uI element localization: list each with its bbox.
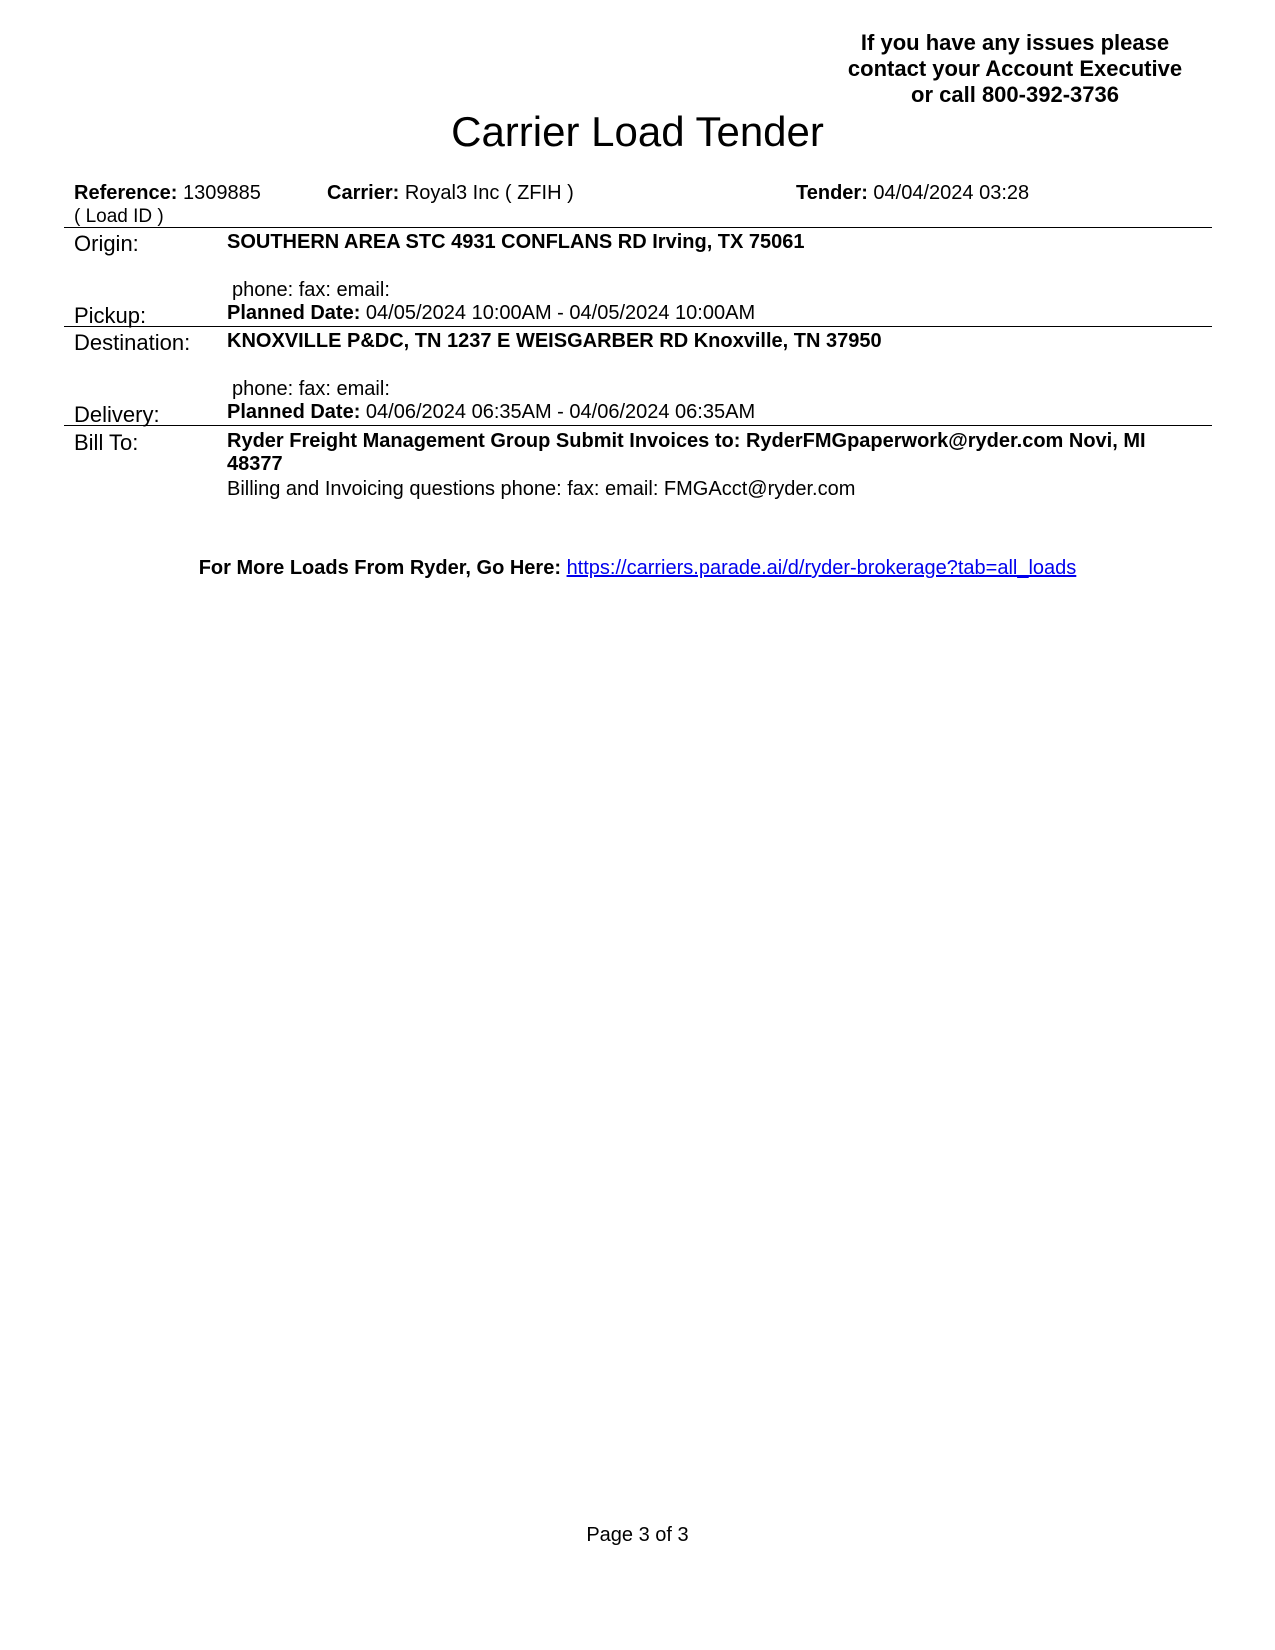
contact-notice — [820, 30, 1210, 108]
more-loads-label: For More Loads From Ryder, Go Here: — [198, 557, 561, 579]
carrier-field — [327, 182, 574, 205]
contact-line-3: or call 800-392-3736 — [911, 82, 1119, 107]
delivery-label: Delivery: — [74, 402, 160, 427]
divider-header — [64, 227, 1212, 228]
origin-address: SOUTHERN AREA STC 4931 CONFLANS RD Irving, TX 75061 — [227, 231, 805, 253]
tender-label: Tender: — [796, 182, 868, 204]
origin-label: Origin: — [74, 231, 139, 256]
load-id-note: ( Load ID ) — [74, 206, 164, 227]
bill-to-name: Ryder Freight Management Group Submit Invoices to: RyderFMGpaperwork@ryder.com Novi, MI 48377 — [227, 430, 1146, 475]
reference-label: Reference: — [74, 182, 178, 204]
reference-value: 1309885 — [182, 182, 261, 204]
delivery-planned-label: Planned Date: — [227, 401, 361, 423]
divider-origin — [64, 326, 1212, 327]
billing-questions: Billing and Invoicing questions phone: fax: email: FMGAcct@ryder.com — [227, 478, 856, 500]
carrier-value: Royal3 Inc ( ZFIH ) — [404, 182, 574, 204]
contact-line-2: contact your Account Executive — [847, 56, 1183, 81]
more-loads-link[interactable]: https://carriers.parade.ai/d/ryder-brokerage?tab=all_loads — [566, 557, 1077, 579]
tender-value: 04/04/2024 03:28 — [873, 182, 1030, 204]
tender-field — [796, 182, 1029, 205]
destination-contact: phone: fax: email: — [232, 378, 390, 400]
bill-to-label: Bill To: — [74, 430, 139, 455]
carrier-label: Carrier: — [327, 182, 400, 204]
delivery-planned-date — [227, 401, 755, 424]
more-loads — [0, 556, 1275, 580]
page-title: Carrier Load Tender — [451, 108, 824, 155]
destination-address: KNOXVILLE P&DC, TN 1237 E WEISGARBER RD Knoxville, TN 37950 — [227, 330, 882, 352]
pickup-planned-value: 04/05/2024 10:00AM - 04/05/2024 10:00AM — [365, 302, 756, 324]
delivery-planned-value: 04/06/2024 06:35AM - 04/06/2024 06:35AM — [365, 401, 756, 423]
divider-destination — [64, 425, 1212, 426]
reference-field — [74, 182, 261, 205]
page-number: Page 3 of 3 — [586, 1524, 689, 1546]
destination-label: Destination: — [74, 330, 191, 355]
origin-contact: phone: fax: email: — [232, 279, 390, 301]
pickup-label: Pickup: — [74, 303, 147, 328]
pickup-planned-date — [227, 302, 755, 325]
contact-line-1: If you have any issues please — [860, 30, 1170, 55]
pickup-planned-label: Planned Date: — [227, 302, 361, 324]
